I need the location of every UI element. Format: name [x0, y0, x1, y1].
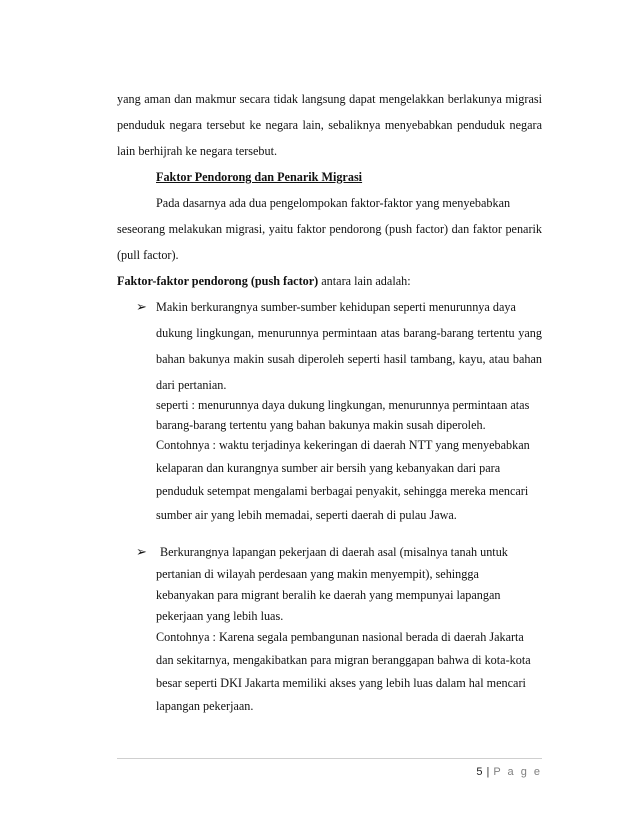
bullet-2-line-7: besar seperti DKI Jakarta memiliki akses yang lebih luas dalam hal mencari: [156, 676, 526, 690]
bullet-1-line-9: penduduk setempat mengalami berbagai penyakit, sehingga mereka mencari: [156, 484, 529, 498]
paragraph-1-line-3: lain berhijrah ke negara tersebut.: [117, 144, 278, 158]
paragraph-2-line-2: seseorang melakukan migrasi, yaitu faktor pendorong (push factor) dan faktor penarik: [117, 222, 542, 236]
footer-divider: [117, 758, 542, 759]
push-factor-label: Faktor-faktor pendorong (push factor): [117, 274, 319, 288]
bullet-1-line-6: barang-barang tertentu yang bahan bakunya makin susah diperoleh.: [156, 418, 486, 432]
page-label: P a g e: [493, 766, 542, 778]
paragraph-1-line-1: yang aman dan makmur secara tidak langsung dapat mengelakkan berlakunya migrasi: [117, 92, 542, 106]
bullet-1-line-2: dukung lingkungan, menurunnya permintaan atas barang-barang tertentu yang: [156, 326, 542, 340]
footer-separator: |: [486, 766, 490, 778]
paragraph-2-line-3: (pull factor).: [117, 248, 179, 262]
section-heading: Faktor Pendorong dan Penarik Migrasi: [156, 170, 363, 184]
page-number: 5: [476, 766, 483, 778]
bullet-1-line-7: Contohnya : waktu terjadinya kekeringan di daerah NTT yang menyebabkan: [156, 438, 530, 452]
bullet-2-line-6: dan sekitarnya, mengakibatkan para migran beranggapan bahwa di kota-kota: [156, 653, 531, 667]
arrow-bullet-icon: ➢: [136, 299, 147, 314]
bullet-1-line-3: bahan bakunya makin susah diperoleh seperti hasil tambang, kayu, atau bahan: [156, 352, 542, 366]
arrow-bullet-icon: ➢: [136, 544, 147, 559]
push-factor-rest: antara lain adalah:: [318, 274, 411, 288]
bullet-1-line-1: Makin berkurangnya sumber-sumber kehidupan seperti menurunnya daya: [156, 300, 516, 314]
bullet-2-line-4: pekerjaan yang lebih luas.: [156, 609, 284, 623]
paragraph-1-line-2: penduduk negara tersebut ke negara lain, sebaliknya menyebabkan penduduk negara: [117, 118, 542, 132]
push-factor-intro: [117, 274, 411, 288]
bullet-1-line-4: dari pertanian.: [156, 378, 227, 392]
paragraph-2-line-1: Pada dasarnya ada dua pengelompokan faktor-faktor yang menyebabkan: [156, 196, 511, 210]
bullet-1-line-10: sumber air yang lebih memadai, seperti daerah di pulau Jawa.: [156, 508, 457, 522]
bullet-2-line-5: Contohnya : Karena segala pembangunan nasional berada di daerah Jakarta: [156, 630, 524, 644]
bullet-2-line-8: lapangan pekerjaan.: [156, 699, 254, 713]
bullet-1-line-8: kelaparan dan kurangnya sumber air bersih yang kebanyakan dari para: [156, 461, 501, 475]
bullet-2-line-3: kebanyakan para migrant beralih ke daerah yang mempunyai lapangan: [156, 588, 501, 602]
bullet-2-line-2: pertanian di wilayah perdesaan yang makin menyempit), sehingga: [156, 567, 479, 581]
bullet-1-line-5: seperti : menurunnya daya dukung lingkungan, menurunnya permintaan atas: [156, 398, 530, 412]
bullet-2-line-1: Berkurangnya lapangan pekerjaan di daerah asal (misalnya tanah untuk: [160, 545, 508, 559]
page-footer: [360, 765, 542, 779]
